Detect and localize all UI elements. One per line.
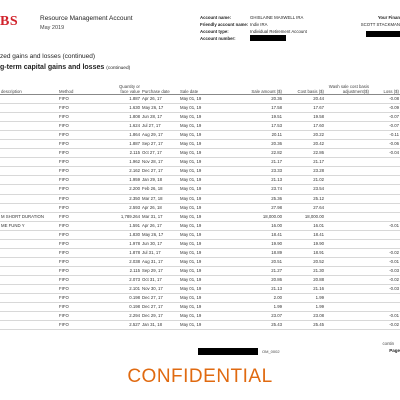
cell-loss <box>370 167 400 176</box>
cell-purchase-date: Aug 31, 17 <box>141 257 179 266</box>
cell-sale-amount: 23.33 <box>231 167 283 176</box>
cell-description <box>0 122 58 131</box>
cell-sale-amount: 20.51 <box>231 257 283 266</box>
cell-wash-sale <box>325 149 370 158</box>
cell-sale-amount: 23.07 <box>231 312 283 321</box>
cell-wash-sale <box>325 312 370 321</box>
cell-sale-date: May 01, 19 <box>179 248 231 257</box>
cell-wash-sale <box>325 230 370 239</box>
cell-description: ME FUND Y <box>0 221 58 230</box>
cell-quantity: 1.887 <box>113 95 141 104</box>
table-row <box>0 104 400 113</box>
table-row <box>0 203 400 212</box>
cell-sale-amount: 19.90 <box>231 239 283 248</box>
table-row <box>0 185 400 194</box>
cell-sale-date: May 01, 19 <box>179 122 231 131</box>
cell-cost-basis: 27.64 <box>283 203 325 212</box>
cell-sale-amount: 20.36 <box>231 140 283 149</box>
cell-loss: -0.09 <box>370 104 400 113</box>
cell-purchase-date: Feb 26, 18 <box>141 185 179 194</box>
table-row <box>0 221 400 230</box>
table-row <box>0 131 400 140</box>
cell-description <box>0 266 58 275</box>
cell-sale-amount: 21.27 <box>231 266 283 275</box>
cell-wash-sale <box>325 185 370 194</box>
cell-quantity: 1.591 <box>113 221 141 230</box>
cell-purchase-date: Jul 31, 17 <box>141 248 179 257</box>
cell-purchase-date: Dec 29, 17 <box>141 312 179 321</box>
cell-sale-amount: 2.00 <box>231 294 283 303</box>
table-row <box>0 312 400 321</box>
cell-description: M SHORT DURATION <box>0 212 58 221</box>
cell-description <box>0 321 58 330</box>
col-purchase-date: Purchase date <box>141 76 179 95</box>
cell-sale-date: May 01, 19 <box>179 239 231 248</box>
cell-cost-basis: 1.99 <box>283 294 325 303</box>
cell-description <box>0 294 58 303</box>
group2-rows <box>0 212 400 330</box>
cell-method: FIFO <box>58 203 113 212</box>
table-row <box>0 149 400 158</box>
advisor-name: SCOTT STACKMAN <box>360 21 400 27</box>
cell-description <box>0 158 58 167</box>
cell-cost-basis: 20.52 <box>283 257 325 266</box>
cell-method: FIFO <box>58 248 113 257</box>
cell-description <box>0 95 58 104</box>
cell-sale-date: May 01, 19 <box>179 321 231 330</box>
cell-cost-basis: 17.60 <box>283 122 325 131</box>
cell-method: FIFO <box>58 185 113 194</box>
cell-sale-amount: 27.98 <box>231 203 283 212</box>
cell-cost-basis: 20.42 <box>283 140 325 149</box>
cell-cost-basis: 18,000.00 <box>283 212 325 221</box>
account-type-value: Individual Retirement Account <box>250 28 307 34</box>
cell-description <box>0 203 58 212</box>
cell-sale-date: May 01, 19 <box>179 104 231 113</box>
cell-cost-basis: 17.67 <box>283 104 325 113</box>
cell-sale-date: May 01, 19 <box>179 303 231 312</box>
cell-loss: -0.02 <box>370 248 400 257</box>
cell-wash-sale <box>325 275 370 284</box>
table-row <box>0 113 400 122</box>
cell-sale-date: May 01, 19 <box>179 230 231 239</box>
cell-sale-date: May 01, 19 <box>179 95 231 104</box>
cell-description <box>0 131 58 140</box>
cell-method: FIFO <box>58 158 113 167</box>
continued-note: contin <box>382 341 394 346</box>
col-method: Method <box>58 76 113 95</box>
cell-description <box>0 303 58 312</box>
cell-sale-amount: 19.51 <box>231 113 283 122</box>
cell-description <box>0 194 58 203</box>
table-header <box>0 76 400 95</box>
cell-purchase-date: Mar 31, 17 <box>141 212 179 221</box>
cell-loss: -0.01 <box>370 257 400 266</box>
cell-wash-sale <box>325 140 370 149</box>
cell-loss <box>370 194 400 203</box>
cell-method: FIFO <box>58 113 113 122</box>
cell-quantity: 2.200 <box>113 185 141 194</box>
cell-cost-basis: 18.41 <box>283 230 325 239</box>
cell-purchase-date: Jun 30, 17 <box>141 239 179 248</box>
account-name-label: Account name: <box>200 15 232 20</box>
cell-purchase-date: Dec 27, 17 <box>141 167 179 176</box>
cell-sale-amount: 20.36 <box>231 95 283 104</box>
footer-code: OM_0002 <box>262 349 280 354</box>
table-row <box>0 266 400 275</box>
brand-logo: BS <box>0 14 19 29</box>
cell-loss: -0.03 <box>370 284 400 293</box>
cell-method: FIFO <box>58 131 113 140</box>
cell-quantity: 2.162 <box>113 167 141 176</box>
cell-loss: -0.07 <box>370 113 400 122</box>
cell-sale-date: May 01, 19 <box>179 176 231 185</box>
cell-quantity: 2.101 <box>113 284 141 293</box>
cell-sale-amount: 18.89 <box>231 248 283 257</box>
col-cost-basis: Cost basis ($) <box>283 76 325 95</box>
cell-loss <box>370 294 400 303</box>
table-row <box>0 212 400 221</box>
cell-loss: -0.03 <box>370 266 400 275</box>
table-row <box>0 321 400 330</box>
cell-method: FIFO <box>58 312 113 321</box>
cell-wash-sale <box>325 257 370 266</box>
cell-method: FIFO <box>58 95 113 104</box>
advisor-info <box>361 15 400 39</box>
cell-cost-basis: 19.90 <box>283 239 325 248</box>
cell-method: FIFO <box>58 284 113 293</box>
cell-loss: -0.06 <box>370 140 400 149</box>
cell-quantity: 2.350 <box>113 194 141 203</box>
cell-sale-amount: 21.13 <box>231 176 283 185</box>
cell-sale-amount: 25.36 <box>231 194 283 203</box>
cell-description <box>0 140 58 149</box>
cell-quantity: 1.830 <box>113 230 141 239</box>
cell-loss: -0.07 <box>370 122 400 131</box>
col-wash-sale: Wash sale cost basis adjustment($) <box>325 76 370 95</box>
cell-loss: -0.02 <box>370 321 400 330</box>
group1-rows <box>0 95 400 213</box>
cell-sale-amount: 25.43 <box>231 321 283 330</box>
cell-sale-date: May 01, 19 <box>179 212 231 221</box>
cell-purchase-date: Jul 27, 17 <box>141 122 179 131</box>
footer-redaction <box>198 348 258 355</box>
cell-sale-date: May 01, 19 <box>179 284 231 293</box>
section-subtitle <box>0 64 130 71</box>
cell-description <box>0 185 58 194</box>
cell-cost-basis: 25.45 <box>283 321 325 330</box>
cell-quantity: 1.630 <box>113 104 141 113</box>
cell-sale-amount: 18,000.00 <box>231 212 283 221</box>
cell-purchase-date: Mar 27, 18 <box>141 194 179 203</box>
cell-wash-sale <box>325 122 370 131</box>
cell-purchase-date: Sep 27, 17 <box>141 140 179 149</box>
cell-cost-basis: 20.88 <box>283 275 325 284</box>
cell-quantity: 2.115 <box>113 149 141 158</box>
cell-method: FIFO <box>58 294 113 303</box>
table-row <box>0 248 400 257</box>
table-row <box>0 239 400 248</box>
table-row <box>0 230 400 239</box>
cell-loss: -0.08 <box>370 95 400 104</box>
subtitle-continued: (continued) <box>106 66 131 71</box>
cell-cost-basis: 21.16 <box>283 284 325 293</box>
cell-description <box>0 176 58 185</box>
footer-page: Page <box>389 348 400 353</box>
cell-cost-basis: 20.44 <box>283 95 325 104</box>
cell-wash-sale <box>325 239 370 248</box>
cell-sale-date: May 01, 19 <box>179 312 231 321</box>
table-row <box>0 167 400 176</box>
cell-quantity: 0.198 <box>113 303 141 312</box>
table-row <box>0 284 400 293</box>
cell-description <box>0 312 58 321</box>
cell-sale-amount: 20.11 <box>231 131 283 140</box>
cell-cost-basis: 22.86 <box>283 149 325 158</box>
cell-purchase-date: Jan 29, 18 <box>141 176 179 185</box>
cell-quantity: 2.073 <box>113 275 141 284</box>
table-row <box>0 140 400 149</box>
cell-description <box>0 239 58 248</box>
confidential-watermark: CONFIDENTIAL <box>127 366 273 387</box>
gains-losses-table <box>0 76 400 330</box>
cell-sale-date: May 01, 19 <box>179 275 231 284</box>
cell-sale-amount: 1.99 <box>231 303 283 312</box>
cell-wash-sale <box>325 303 370 312</box>
cell-wash-sale <box>325 203 370 212</box>
cell-method: FIFO <box>58 167 113 176</box>
account-type-label: Account type: <box>200 28 229 34</box>
cell-quantity: 0.198 <box>113 294 141 303</box>
cell-method: FIFO <box>58 221 113 230</box>
cell-quantity: 2.115 <box>113 266 141 275</box>
cell-method: FIFO <box>58 239 113 248</box>
cell-sale-date: May 01, 19 <box>179 113 231 122</box>
cell-loss <box>370 239 400 248</box>
table-row <box>0 95 400 104</box>
cell-cost-basis: 23.54 <box>283 185 325 194</box>
cell-description <box>0 167 58 176</box>
cell-purchase-date: Jan 31, 18 <box>141 321 179 330</box>
cell-description <box>0 113 58 122</box>
account-number-label: Account number: <box>200 35 236 41</box>
cell-method: FIFO <box>58 176 113 185</box>
table-row <box>0 257 400 266</box>
cell-sale-date: May 01, 19 <box>179 185 231 194</box>
cell-quantity: 1.808 <box>113 113 141 122</box>
cell-quantity: 2.294 <box>113 312 141 321</box>
cell-sale-amount: 22.82 <box>231 149 283 158</box>
cell-sale-amount: 17.58 <box>231 104 283 113</box>
cell-method: FIFO <box>58 194 113 203</box>
cell-purchase-date: Sep 29, 17 <box>141 266 179 275</box>
cell-cost-basis: 23.08 <box>283 312 325 321</box>
cell-wash-sale <box>325 266 370 275</box>
cell-sale-date: May 01, 19 <box>179 158 231 167</box>
cell-quantity: 1.864 <box>113 131 141 140</box>
col-sale-amount: Sale amount ($) <box>231 76 283 95</box>
cell-wash-sale <box>325 167 370 176</box>
section-title: zed gains and losses (continued) <box>0 53 96 60</box>
cell-method: FIFO <box>58 321 113 330</box>
cell-loss <box>370 303 400 312</box>
statement-title: Resource Management Account <box>40 15 133 22</box>
cell-cost-basis: 16.01 <box>283 221 325 230</box>
cell-method: FIFO <box>58 303 113 312</box>
cell-cost-basis: 18.91 <box>283 248 325 257</box>
col-description: description <box>0 76 58 95</box>
cell-sale-date: May 01, 19 <box>179 149 231 158</box>
cell-cost-basis: 21.02 <box>283 176 325 185</box>
cell-sale-date: May 01, 19 <box>179 294 231 303</box>
cell-method: FIFO <box>58 212 113 221</box>
cell-wash-sale <box>325 113 370 122</box>
table-row <box>0 294 400 303</box>
cell-purchase-date: Dec 27, 17 <box>141 294 179 303</box>
cell-sale-date: May 01, 19 <box>179 167 231 176</box>
cell-sale-amount: 17.53 <box>231 122 283 131</box>
cell-wash-sale <box>325 176 370 185</box>
cell-method: FIFO <box>58 257 113 266</box>
col-loss: Loss ($) <box>370 76 400 95</box>
cell-wash-sale <box>325 194 370 203</box>
cell-purchase-date: Apr 26, 18 <box>141 203 179 212</box>
cell-wash-sale <box>325 284 370 293</box>
cell-wash-sale <box>325 131 370 140</box>
cell-loss: -0.01 <box>370 312 400 321</box>
cell-loss: -0.04 <box>370 149 400 158</box>
cell-sale-date: May 01, 19 <box>179 140 231 149</box>
cell-sale-date: May 01, 19 <box>179 131 231 140</box>
cell-wash-sale <box>325 104 370 113</box>
col-sale-date: Sale date <box>179 76 231 95</box>
cell-description <box>0 104 58 113</box>
cell-purchase-date: Nov 30, 17 <box>141 284 179 293</box>
cell-quantity: 1.624 <box>113 122 141 131</box>
account-info <box>200 15 307 42</box>
cell-sale-amount: 21.13 <box>231 284 283 293</box>
cell-purchase-date: Oct 31, 17 <box>141 275 179 284</box>
table-row <box>0 303 400 312</box>
cell-loss: -0.02 <box>370 275 400 284</box>
cell-description <box>0 149 58 158</box>
cell-cost-basis: 19.58 <box>283 113 325 122</box>
cell-description <box>0 248 58 257</box>
cell-method: FIFO <box>58 230 113 239</box>
table-row <box>0 194 400 203</box>
cell-purchase-date: Jun 28, 17 <box>141 113 179 122</box>
account-name-value: GHISLAINE MAXWELL IRA <box>250 15 304 20</box>
cell-purchase-date: Dec 27, 17 <box>141 303 179 312</box>
table-row <box>0 275 400 284</box>
cell-cost-basis: 23.28 <box>283 167 325 176</box>
friendly-name-value: Indiv IRA <box>250 21 268 27</box>
cell-method: FIFO <box>58 104 113 113</box>
cell-loss <box>370 203 400 212</box>
cell-cost-basis: 21.17 <box>283 158 325 167</box>
cell-sale-amount: 21.17 <box>231 158 283 167</box>
cell-quantity: 2.593 <box>113 203 141 212</box>
cell-quantity: 1.878 <box>113 248 141 257</box>
cell-purchase-date: May 26, 17 <box>141 104 179 113</box>
friendly-name-label: Friendly account name: <box>200 21 249 27</box>
cell-purchase-date: Apr 26, 17 <box>141 95 179 104</box>
subtitle-text: g-term capital gains and losses <box>0 64 105 71</box>
table-row <box>0 176 400 185</box>
cell-quantity: 2.527 <box>113 321 141 330</box>
cell-cost-basis: 1.99 <box>283 303 325 312</box>
cell-method: FIFO <box>58 122 113 131</box>
cell-description <box>0 284 58 293</box>
cell-wash-sale <box>325 294 370 303</box>
cell-description <box>0 230 58 239</box>
cell-wash-sale <box>325 321 370 330</box>
cell-loss <box>370 212 400 221</box>
cell-quantity: 1.959 <box>113 176 141 185</box>
cell-description <box>0 275 58 284</box>
cell-wash-sale <box>325 221 370 230</box>
cell-sale-date: May 01, 19 <box>179 266 231 275</box>
cell-sale-amount: 20.86 <box>231 275 283 284</box>
cell-wash-sale <box>325 158 370 167</box>
col-quantity: Quantity or face value <box>113 76 141 95</box>
cell-quantity: 1.978 <box>113 239 141 248</box>
cell-loss <box>370 230 400 239</box>
advisor-redaction <box>366 31 400 37</box>
cell-method: FIFO <box>58 266 113 275</box>
cell-purchase-date: Nov 28, 17 <box>141 158 179 167</box>
cell-wash-sale <box>325 248 370 257</box>
cell-sale-amount: 16.00 <box>231 221 283 230</box>
cell-cost-basis: 20.22 <box>283 131 325 140</box>
cell-quantity: 2.038 <box>113 257 141 266</box>
cell-quantity: 1,789.264 <box>113 212 141 221</box>
cell-wash-sale <box>325 95 370 104</box>
cell-method: FIFO <box>58 149 113 158</box>
cell-description <box>0 257 58 266</box>
cell-sale-amount: 23.74 <box>231 185 283 194</box>
cell-loss: -0.11 <box>370 131 400 140</box>
cell-cost-basis: 25.12 <box>283 194 325 203</box>
table-row <box>0 158 400 167</box>
cell-sale-date: May 01, 19 <box>179 203 231 212</box>
table-row <box>0 122 400 131</box>
cell-quantity: 1.962 <box>113 158 141 167</box>
cell-sale-date: May 01, 19 <box>179 194 231 203</box>
cell-wash-sale <box>325 212 370 221</box>
cell-loss <box>370 185 400 194</box>
cell-cost-basis: 21.30 <box>283 266 325 275</box>
cell-sale-date: May 01, 19 <box>179 257 231 266</box>
cell-loss: -0.01 <box>370 221 400 230</box>
cell-sale-date: May 01, 19 <box>179 221 231 230</box>
account-number-redaction <box>250 35 286 41</box>
cell-purchase-date: May 26, 17 <box>141 230 179 239</box>
cell-purchase-date: Apr 26, 17 <box>141 221 179 230</box>
advisor-label: Your Finan <box>377 15 400 20</box>
cell-sale-amount: 18.41 <box>231 230 283 239</box>
cell-loss <box>370 158 400 167</box>
cell-method: FIFO <box>58 275 113 284</box>
cell-purchase-date: Oct 27, 17 <box>141 149 179 158</box>
cell-loss <box>370 176 400 185</box>
cell-quantity: 1.887 <box>113 140 141 149</box>
cell-purchase-date: Aug 29, 17 <box>141 131 179 140</box>
cell-method: FIFO <box>58 140 113 149</box>
statement-date: May 2019 <box>40 25 65 31</box>
